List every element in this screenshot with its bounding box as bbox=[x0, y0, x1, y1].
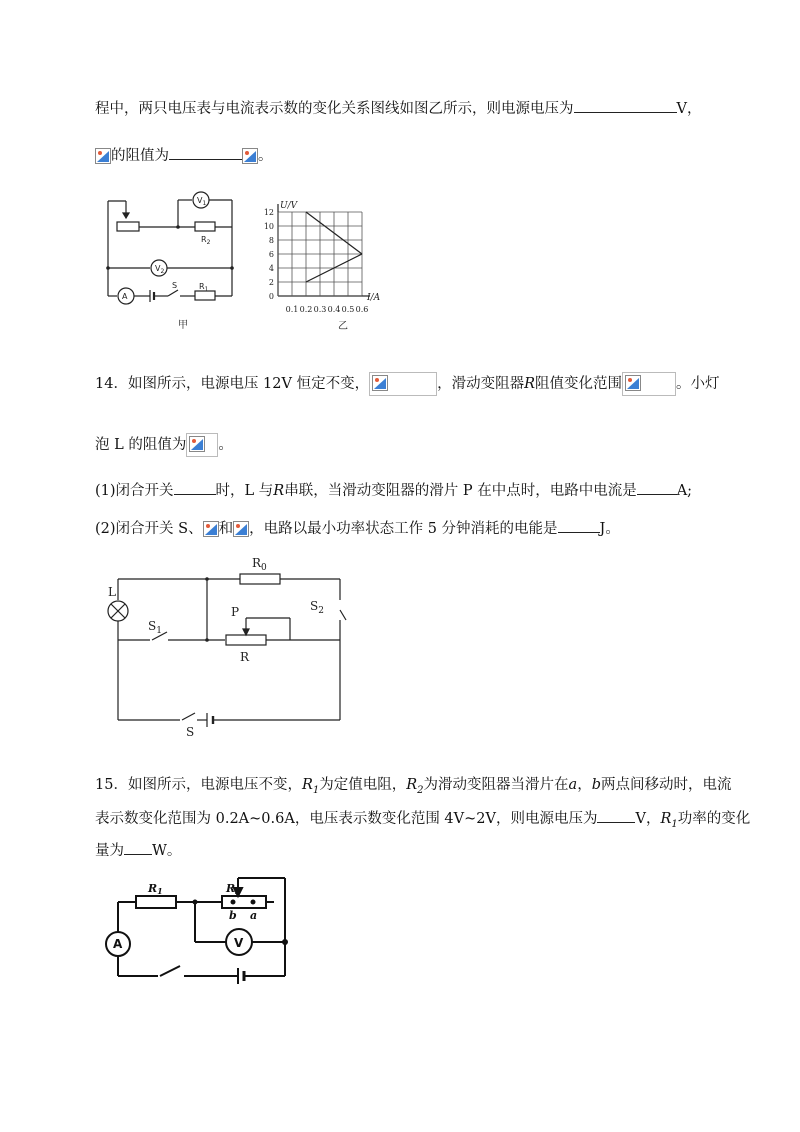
switch-label: S bbox=[172, 281, 178, 290]
q15-line3-text: 量为 bbox=[95, 843, 124, 859]
y-tick-label: 12 bbox=[263, 208, 274, 217]
q14-line4-text-c: ，电路以最小功率状态工作 5 分钟消耗的电能是 bbox=[249, 521, 558, 537]
answer-blank[interactable] bbox=[124, 840, 152, 855]
q15-line1 bbox=[95, 775, 732, 801]
s2-label: $S_2$ bbox=[310, 599, 324, 616]
q15-line2-text-c: 功率的变化 bbox=[677, 811, 751, 827]
q13-line2-end: 。 bbox=[258, 148, 273, 164]
x-tick-label: 0.3 bbox=[313, 305, 327, 314]
var-r1: $R_1$ bbox=[660, 811, 678, 830]
broken-image-icon bbox=[372, 375, 388, 391]
r1-label: $R_1$ bbox=[199, 282, 209, 293]
image-placeholder bbox=[622, 372, 676, 396]
y-tick-label: 6 bbox=[268, 250, 274, 259]
r-label: R bbox=[240, 650, 250, 664]
x-tick-label: 0.4 bbox=[327, 305, 341, 314]
q14-line4 bbox=[95, 518, 620, 539]
var-r: R bbox=[524, 376, 536, 392]
v2-label: $V_2$ bbox=[155, 264, 165, 275]
point-b-label: b bbox=[229, 909, 237, 922]
q15-line3-text-b: W。 bbox=[152, 843, 182, 859]
broken-image-icon bbox=[233, 521, 249, 537]
image-placeholder bbox=[369, 372, 437, 396]
figure-caption-yi: 乙 bbox=[338, 321, 348, 332]
answer-blank[interactable] bbox=[558, 518, 600, 533]
lamp-label: L bbox=[108, 585, 116, 599]
x-tick-label: 0.5 bbox=[341, 305, 355, 314]
answer-blank[interactable] bbox=[169, 145, 242, 160]
var-r: R bbox=[273, 483, 285, 499]
q15-line3 bbox=[95, 840, 181, 861]
q14-line3-text-b: 时，L 与 bbox=[215, 483, 274, 499]
circuit-diagram-q15 bbox=[100, 870, 300, 995]
var-r2: $R_2$ bbox=[406, 777, 424, 796]
q14-line3-text: (1)闭合开关 bbox=[95, 483, 174, 499]
y-tick-label: 8 bbox=[268, 236, 274, 245]
q13-line2-text: 的阻值为 bbox=[111, 148, 169, 164]
var-a: a bbox=[568, 777, 578, 793]
broken-image-icon bbox=[203, 521, 219, 537]
point-a-label: a bbox=[250, 909, 258, 922]
s-label: S bbox=[186, 725, 195, 739]
circuit-diagram-jia bbox=[100, 188, 240, 338]
image-placeholder bbox=[186, 433, 218, 457]
q13-line1-end: V， bbox=[676, 101, 702, 117]
q15-line1-text-d: 两点间移动时，电流 bbox=[601, 777, 732, 793]
q14-line4-text: (2)闭合开关 S、 bbox=[95, 521, 203, 537]
y-tick-label: 10 bbox=[263, 222, 274, 231]
q14-line1-text-d: 。小灯 bbox=[676, 376, 720, 392]
broken-image-icon bbox=[95, 148, 111, 164]
y-tick-label: 4 bbox=[268, 264, 274, 273]
figure-caption-jia: 甲 bbox=[178, 320, 188, 331]
q14-line4-text-b: 和 bbox=[218, 521, 234, 537]
q13-line2 bbox=[95, 145, 273, 166]
var-b: b bbox=[591, 777, 601, 793]
q14-line1-text: 14．如图所示，电源电压 12V 恒定不变， bbox=[95, 376, 370, 392]
y-tick-label: 2 bbox=[268, 278, 274, 287]
x-tick-label: 0.1 bbox=[285, 305, 299, 314]
q14-line3-text-c: 串联，当滑动变阻器的滑片 P 在中点时，电路中电流是 bbox=[284, 483, 637, 499]
v1-label: $V_1$ bbox=[197, 196, 207, 207]
x-tick-label: 0.6 bbox=[355, 305, 369, 314]
q15-line1-text-b: 为定值电阻， bbox=[319, 777, 407, 793]
r2-label: $R_2$ bbox=[201, 235, 211, 246]
q14-line1-text-c: 阻值变化范围 bbox=[535, 376, 623, 392]
q14-line1-text-b: ，滑动变阻器 bbox=[437, 376, 525, 392]
graph-yi bbox=[258, 192, 383, 332]
x-axis-label: I/A bbox=[367, 293, 381, 303]
var-r1: $R_1$ bbox=[301, 777, 320, 796]
y-tick-label: 0 bbox=[268, 292, 274, 301]
q15-line1-text: 15．如图所示，电源电压不变， bbox=[95, 777, 302, 793]
s1-label: $S_1$ bbox=[148, 619, 162, 636]
broken-image-icon bbox=[625, 375, 641, 391]
x-tick-label: 0.2 bbox=[299, 305, 313, 314]
comma: ， bbox=[577, 777, 592, 793]
slider-p-label: P bbox=[231, 605, 240, 619]
y-axis-label: U/V bbox=[280, 201, 298, 211]
answer-blank[interactable] bbox=[597, 808, 635, 823]
r2-label: R2 bbox=[226, 882, 241, 896]
ammeter-label: A bbox=[122, 292, 128, 301]
q14-line2-end: 。 bbox=[218, 437, 233, 453]
q14-line2 bbox=[95, 433, 233, 457]
ammeter-label: A bbox=[113, 937, 123, 951]
circuit-diagram-q14 bbox=[100, 550, 360, 740]
voltmeter-label: V bbox=[234, 936, 244, 950]
answer-blank[interactable] bbox=[174, 480, 216, 495]
answer-blank[interactable] bbox=[574, 98, 677, 113]
q13-line1-text: 程中，两只电压表与电流表示数的变化关系图线如图乙所示，则电源电压为 bbox=[95, 101, 574, 117]
q14-line4-text-d: J。 bbox=[599, 521, 620, 537]
q15-line2-text: 表示数变化范围为 0.2A~0.6A，电压表示数变化范围 4V~2V，则电源电压为 bbox=[95, 811, 598, 827]
graph-ticks bbox=[264, 208, 369, 314]
broken-image-icon bbox=[242, 148, 258, 164]
r1-label: R1 bbox=[148, 882, 163, 896]
q14-line2-text: 泡 L 的阻值为 bbox=[95, 437, 187, 453]
q14-line1 bbox=[95, 372, 720, 396]
q14-line3 bbox=[95, 480, 692, 501]
q15-line2 bbox=[95, 808, 750, 835]
answer-blank[interactable] bbox=[637, 480, 677, 495]
broken-image-icon bbox=[189, 436, 205, 452]
q15-line2-text-b: V， bbox=[635, 811, 661, 827]
q13-line1 bbox=[95, 98, 701, 119]
r0-label: $R_0$ bbox=[252, 556, 267, 573]
q15-line1-text-c: 为滑动变阻器当滑片在 bbox=[423, 777, 569, 793]
q14-line3-text-d: A; bbox=[676, 483, 693, 499]
